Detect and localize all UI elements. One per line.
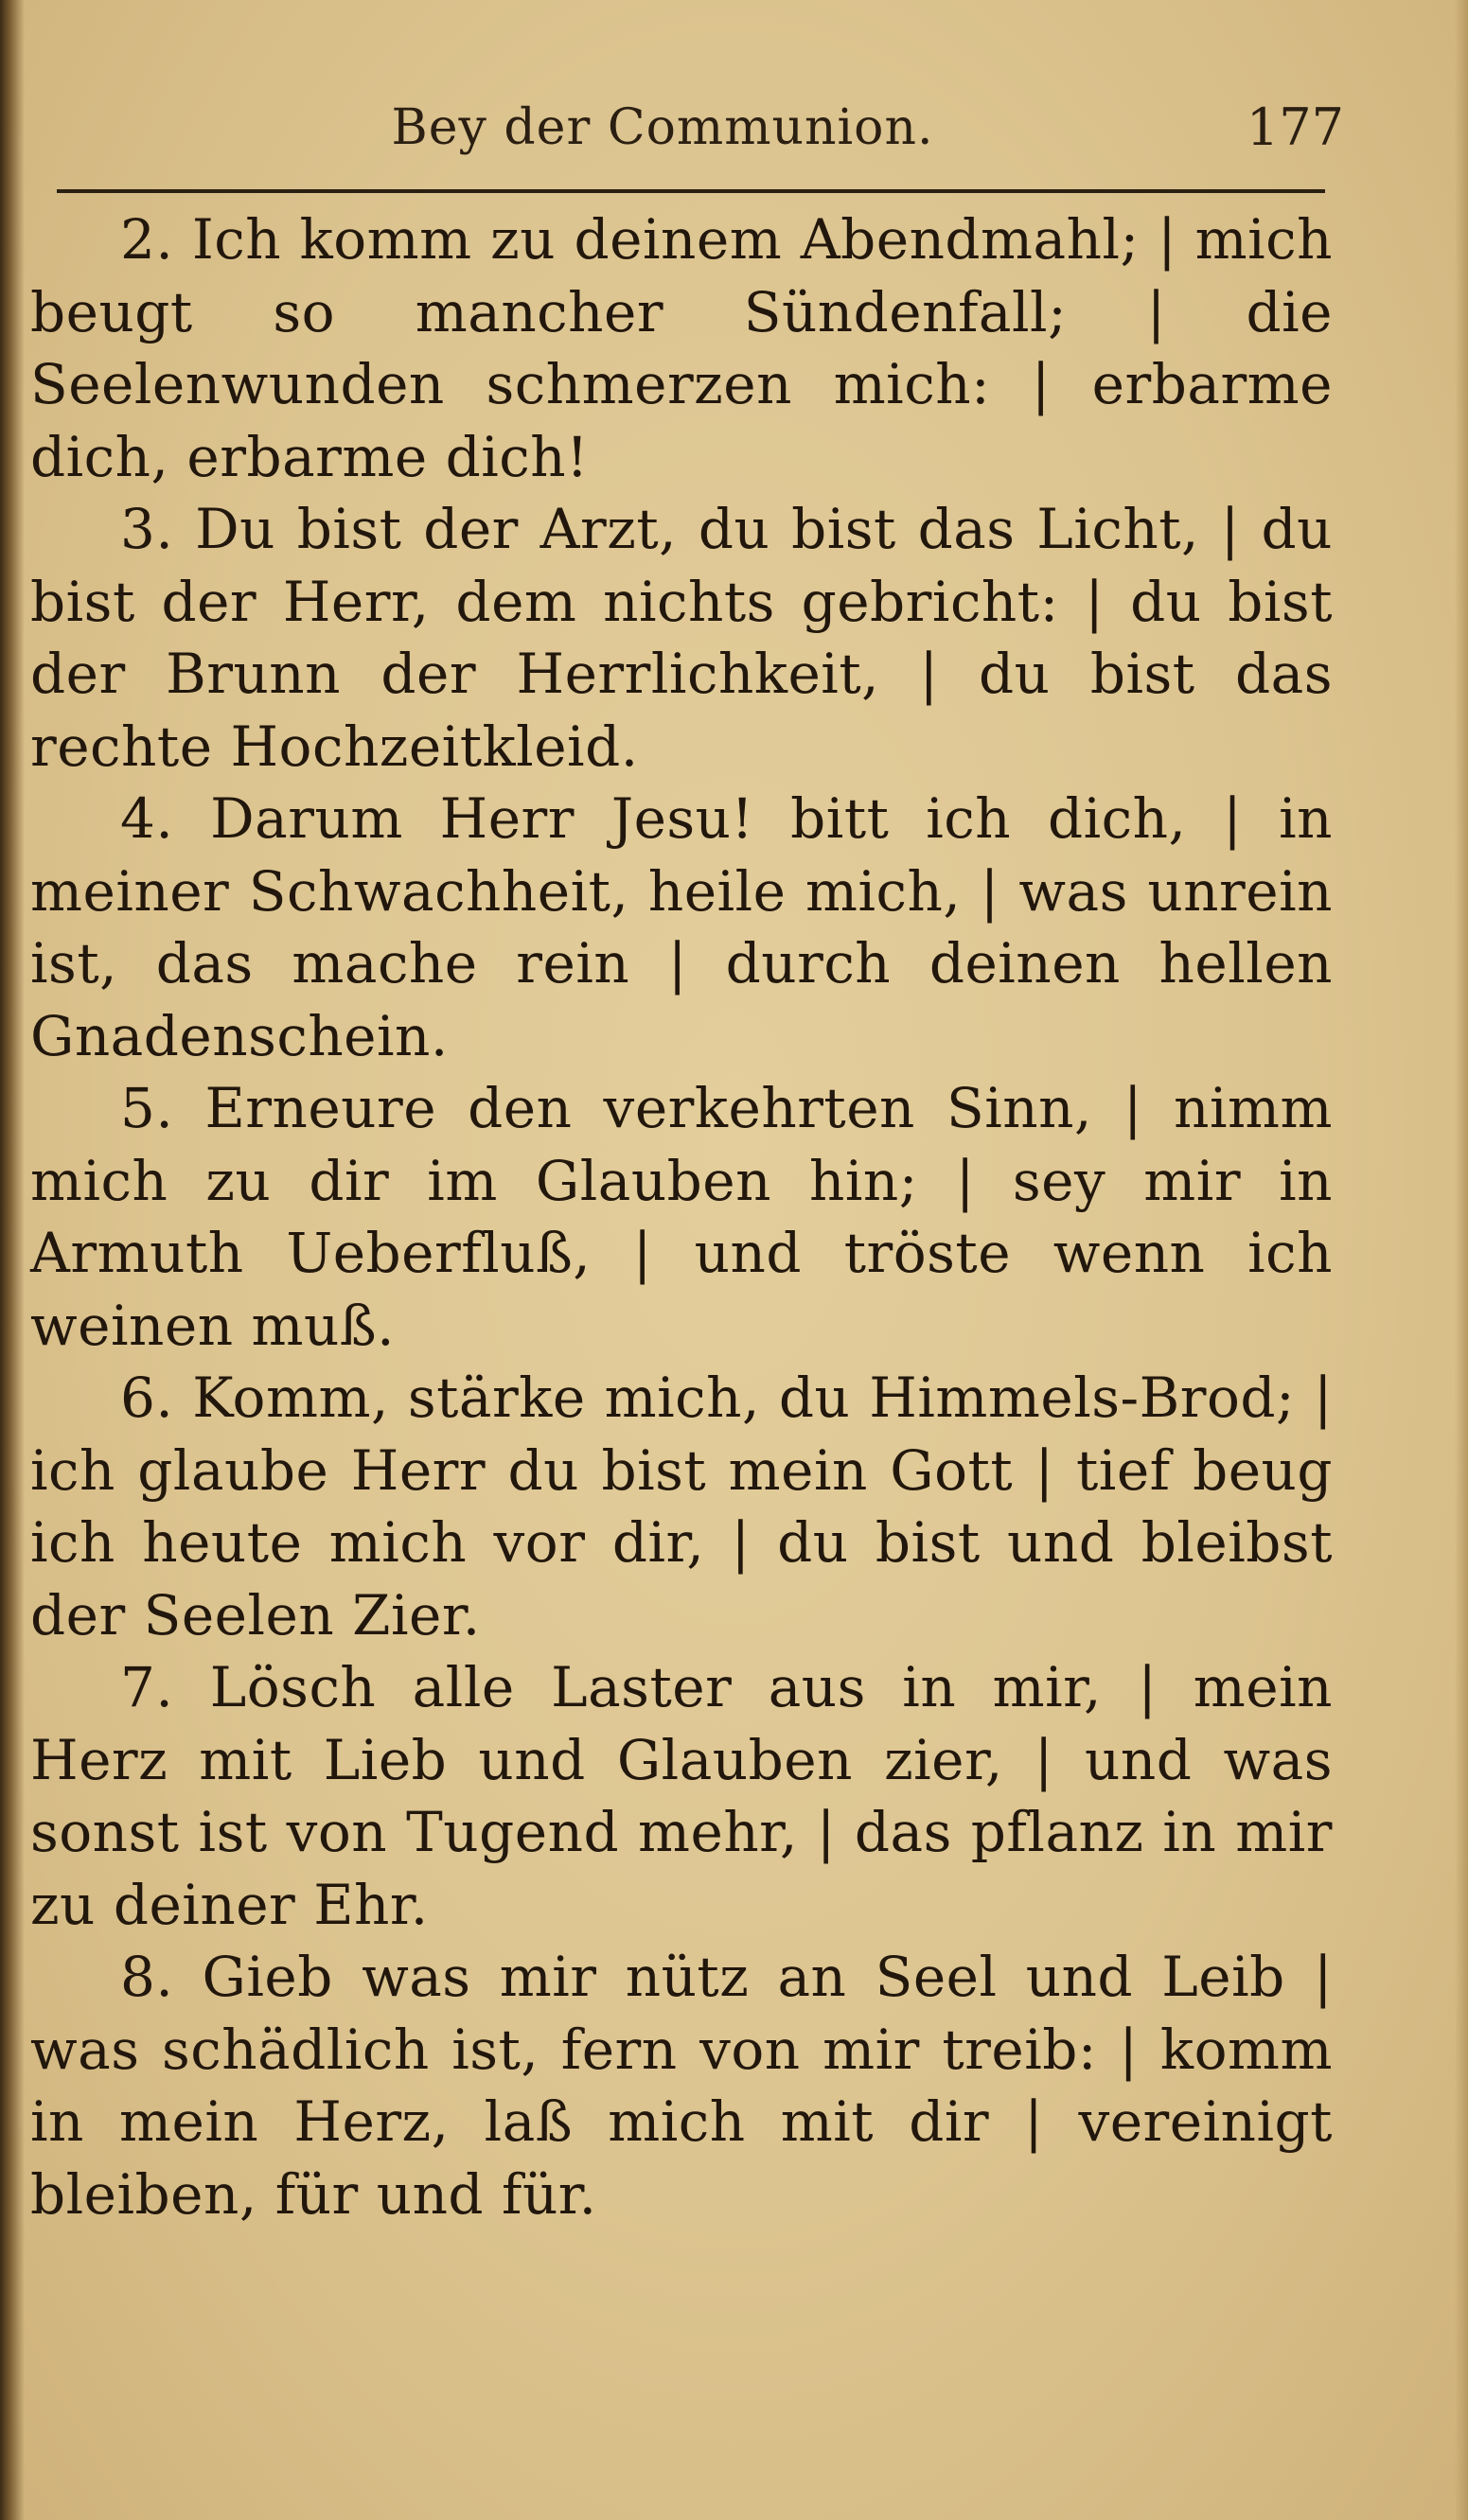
verse-7 <box>30 1651 1333 1941</box>
verse-number: 5. <box>120 1076 174 1140</box>
running-title: Bey der Communion. <box>391 99 934 156</box>
verse-number: 4. <box>120 786 174 851</box>
verse-6 <box>30 1362 1333 1651</box>
verse-number: 6. <box>120 1366 174 1430</box>
verse-5 <box>30 1072 1333 1362</box>
verse-number: 7. <box>120 1655 174 1719</box>
verse-number: 3. <box>120 497 174 561</box>
verse-list <box>30 203 1333 2380</box>
verse-2 <box>30 203 1333 493</box>
page-number: 177 <box>1246 97 1344 157</box>
verse-8 <box>30 1941 1333 2230</box>
verse-text: Darum Herr Jesu! bitt ich dich, | in meiner Schwachheit, heile mich, | was unrein ist, das mache rein | durch deinen hellen Gnadenschein. <box>30 786 1334 1068</box>
verse-text: Du bist der Arzt, du bist das Licht, | du bist der Herr, dem nichts gebricht: | du bist der Brunn der Herrlichkeit, | du bist das rechte Hochzeitkleid. <box>30 497 1333 779</box>
verse-number: 8. <box>120 1945 174 2009</box>
verse-text: Ich komm zu deinem Abendmahl; | mich beugt so mancher Sündenfall; | die Seelenwunden schmerzen mich: | erbarme dich, erbarme dich! <box>30 207 1333 489</box>
book-binding-shadow <box>0 0 25 2520</box>
header-rule <box>57 189 1325 193</box>
verse-number: 2. <box>120 207 174 272</box>
verse-text: Gieb was mir nütz an Seel und Leib | was schädlich ist, fern von mir treib: | komm in mein Herz, laß mich mit dir | vereinigt bleiben, für und für. <box>30 1945 1333 2227</box>
verse-text: Komm, stärke mich, du Himmels-Brod; | ich glaube Herr du bist mein Gott | tief beug ich heute mich vor dir, | du bist und bleibst der Seelen Zier. <box>30 1366 1334 1648</box>
verse-text: Lösch alle Laster aus in mir, | mein Herz mit Lieb und Glauben zier, | und was sonst ist von Tugend mehr, | das pflanz in mir zu deiner Ehr. <box>30 1655 1333 1937</box>
running-head <box>38 95 1344 161</box>
verse-4 <box>30 783 1333 1072</box>
verse-3 <box>30 493 1333 783</box>
verse-text: Erneure den verkehrten Sinn, | nimm mich zu dir im Glauben hin; | sey mir in Armuth Ueberfluß, | und tröste wenn ich weinen muß. <box>30 1076 1334 1358</box>
page-edge <box>1455 0 1468 2520</box>
